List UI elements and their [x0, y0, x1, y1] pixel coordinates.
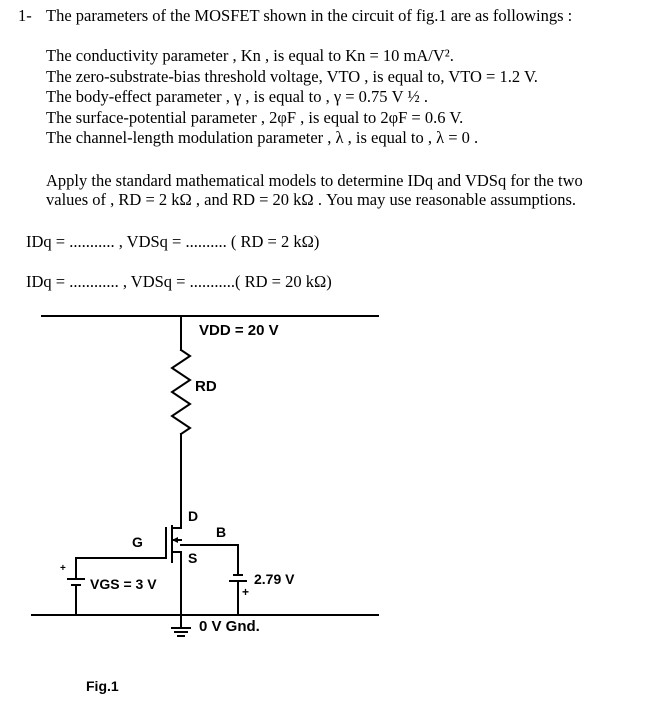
vgs-label: VGS = 3 V [90, 576, 157, 592]
vb-label: 2.79 V [254, 571, 295, 587]
param-kn: The conductivity parameter , Kn , is equal to Kn = 10 mA/V². [46, 46, 454, 65]
vdd-label: VDD = 20 V [199, 322, 279, 339]
answer-line-2: IDq = ............ , VDSq = ...........( RD = 20 kΩ) [26, 272, 332, 291]
param-phi: The surface-potential parameter , 2φF , is equal to 2φF = 0.6 V. [46, 108, 464, 127]
vgs-plus-sign: + [60, 563, 66, 574]
param-gamma: The body-effect parameter , γ , is equal to , γ = 0.75 V ½ . [46, 87, 429, 106]
resistor-rd [172, 350, 190, 434]
rd-label: RD [195, 378, 217, 395]
drain-label: D [188, 508, 199, 524]
body-label: B [216, 524, 227, 540]
figure-caption: Fig.1 [86, 678, 119, 694]
gate-label: G [132, 534, 143, 550]
apply-line-1: Apply the standard mathematical models to determine IDq and VDSq for the two [46, 171, 583, 190]
vb-plus-sign: + [242, 585, 250, 599]
answer-line-1: IDq = ........... , VDSq = .......... ( RD = 2 kΩ) [26, 232, 320, 251]
apply-line-2: values of , RD = 2 kΩ , and RD = 20 kΩ . You may use reasonable assumptions. [46, 190, 576, 209]
question-number: 1- [18, 6, 32, 25]
param-vto: The zero-substrate-bias threshold voltage, VTO , is equal to, VTO = 1.2 V. [46, 67, 538, 86]
question-intro: The parameters of the MOSFET shown in the circuit of fig.1 are as followings : [46, 6, 573, 25]
ground-label: 0 V Gnd. [199, 618, 260, 635]
source-label: S [188, 550, 198, 566]
param-lambda: The channel-length modulation parameter , λ , is equal to , λ = 0 . [46, 128, 479, 147]
